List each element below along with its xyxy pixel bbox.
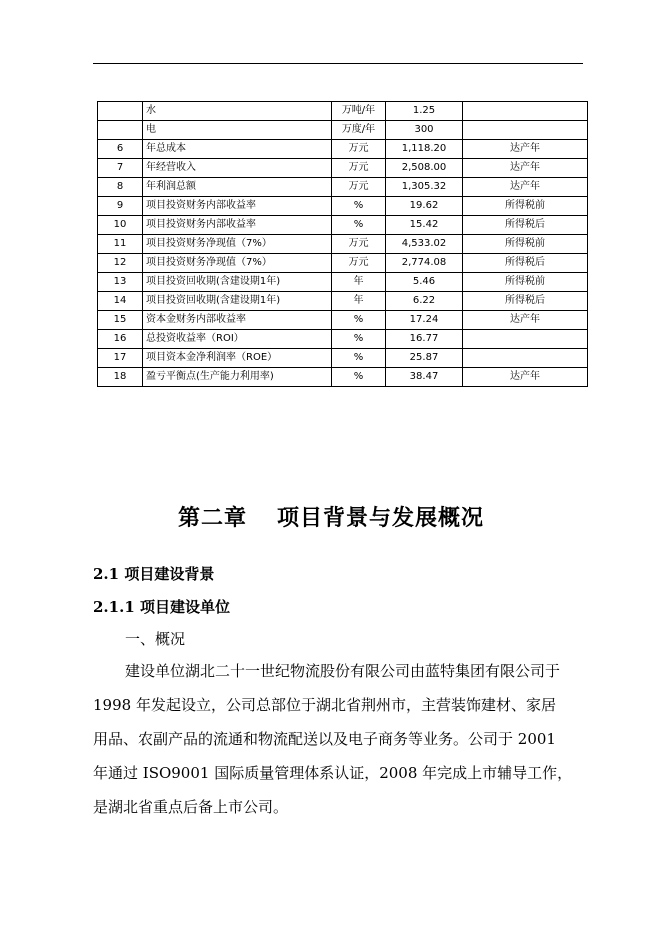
paragraph-line-4: 年通过 ISO9001 国际质量管理体系认证，2008 年完成上市辅导工作， [93, 764, 573, 782]
indicator-name-cell: 盈亏平衡点(生产能力利用率) [143, 368, 332, 387]
table-row [98, 254, 588, 273]
section-heading-2-1: 2.1 项目建设背景 [93, 565, 215, 583]
chapter-title: 项目背景与发展概况 [277, 505, 485, 531]
indicator-name-cell: 项目投资财务内部收益率 [143, 197, 332, 216]
row-number-cell: 6 [98, 140, 143, 159]
value-cell: 16.77 [386, 330, 463, 349]
unit-cell: 年 [332, 273, 386, 292]
note-cell: 所得税后 [463, 254, 588, 273]
note-cell: 所得税前 [463, 197, 588, 216]
table-row [98, 197, 588, 216]
row-number-cell: 12 [98, 254, 143, 273]
row-number-cell: 10 [98, 216, 143, 235]
value-cell: 1.25 [386, 102, 463, 121]
value-cell: 17.24 [386, 311, 463, 330]
value-cell: 19.62 [386, 197, 463, 216]
note-cell [463, 121, 588, 140]
indicator-name-cell: 电 [143, 121, 332, 140]
unit-cell: 万吨/年 [332, 102, 386, 121]
unit-cell: % [332, 216, 386, 235]
table-row [98, 368, 588, 387]
value-cell: 2,508.00 [386, 159, 463, 178]
table-row [98, 216, 588, 235]
row-number-cell: 18 [98, 368, 143, 387]
table-row [98, 121, 588, 140]
note-cell: 达产年 [463, 140, 588, 159]
unit-cell: 年 [332, 292, 386, 311]
note-cell: 达产年 [463, 159, 588, 178]
indicator-name-cell: 项目投资财务内部收益率 [143, 216, 332, 235]
indicator-name-cell: 项目投资财务净现值（7%） [143, 254, 332, 273]
note-cell: 达产年 [463, 178, 588, 197]
value-cell: 1,305.32 [386, 178, 463, 197]
note-cell: 所得税前 [463, 273, 588, 292]
header-rule [93, 63, 583, 64]
row-number-cell: 7 [98, 159, 143, 178]
value-cell: 1,118.20 [386, 140, 463, 159]
indicator-name-cell: 年经营收入 [143, 159, 332, 178]
value-cell: 300 [386, 121, 463, 140]
indicator-table-body [98, 102, 588, 387]
table-row [98, 235, 588, 254]
unit-cell: 万元 [332, 140, 386, 159]
subheading-overview: 一、概况 [125, 630, 186, 648]
paragraph-line-5: 是湖北省重点后备上市公司。 [93, 798, 289, 816]
value-cell: 2,774.08 [386, 254, 463, 273]
value-cell: 38.47 [386, 368, 463, 387]
row-number-cell: 14 [98, 292, 143, 311]
indicator-name-cell: 水 [143, 102, 332, 121]
row-number-cell: 13 [98, 273, 143, 292]
indicator-name-cell: 项目投资财务净现值（7%） [143, 235, 332, 254]
row-number-cell: 15 [98, 311, 143, 330]
paragraph-line-3: 用品、农副产品的流通和物流配送以及电子商务等业务。公司于 2001 [93, 730, 556, 748]
row-number-cell [98, 102, 143, 121]
table-row [98, 273, 588, 292]
table-row [98, 140, 588, 159]
unit-cell: % [332, 330, 386, 349]
unit-cell: 万度/年 [332, 121, 386, 140]
unit-cell: 万元 [332, 178, 386, 197]
table-row [98, 159, 588, 178]
unit-cell: 万元 [332, 159, 386, 178]
table-row [98, 330, 588, 349]
table-row [98, 311, 588, 330]
table-row [98, 349, 588, 368]
table-row [98, 178, 588, 197]
value-cell: 15.42 [386, 216, 463, 235]
note-cell: 达产年 [463, 368, 588, 387]
indicator-name-cell: 资本金财务内部收益率 [143, 311, 332, 330]
table-row [98, 292, 588, 311]
indicator-table [97, 101, 588, 387]
table-row [98, 102, 588, 121]
indicator-name-cell: 总投资收益率（ROI） [143, 330, 332, 349]
value-cell: 5.46 [386, 273, 463, 292]
indicator-name-cell: 项目资本金净利润率（ROE） [143, 349, 332, 368]
row-number-cell: 9 [98, 197, 143, 216]
unit-cell: 万元 [332, 254, 386, 273]
row-number-cell [98, 121, 143, 140]
value-cell: 4,533.02 [386, 235, 463, 254]
unit-cell: 万元 [332, 235, 386, 254]
note-cell [463, 349, 588, 368]
row-number-cell: 8 [98, 178, 143, 197]
unit-cell: % [332, 349, 386, 368]
note-cell [463, 330, 588, 349]
note-cell [463, 102, 588, 121]
row-number-cell: 11 [98, 235, 143, 254]
row-number-cell: 16 [98, 330, 143, 349]
indicator-name-cell: 年利润总额 [143, 178, 332, 197]
chapter-number: 第二章 [177, 505, 247, 531]
value-cell: 6.22 [386, 292, 463, 311]
note-cell: 所得税后 [463, 216, 588, 235]
indicator-name-cell: 项目投资回收期(含建设期1年) [143, 273, 332, 292]
note-cell: 所得税前 [463, 235, 588, 254]
value-cell: 25.87 [386, 349, 463, 368]
unit-cell: % [332, 368, 386, 387]
unit-cell: % [332, 311, 386, 330]
indicator-name-cell: 项目投资回收期(含建设期1年) [143, 292, 332, 311]
note-cell: 所得税后 [463, 292, 588, 311]
chapter-heading [0, 501, 662, 532]
row-number-cell: 17 [98, 349, 143, 368]
paragraph-line-2: 1998 年发起设立，公司总部位于湖北省荆州市，主营装饰建材、家居 [93, 696, 556, 714]
section-heading-2-1-1: 2.1.1 项目建设单位 [93, 598, 230, 616]
paragraph-line-1: 建设单位湖北二十一世纪物流股份有限公司由蓝特集团有限公司于 [125, 662, 561, 680]
unit-cell: % [332, 197, 386, 216]
note-cell: 达产年 [463, 311, 588, 330]
indicator-name-cell: 年总成本 [143, 140, 332, 159]
